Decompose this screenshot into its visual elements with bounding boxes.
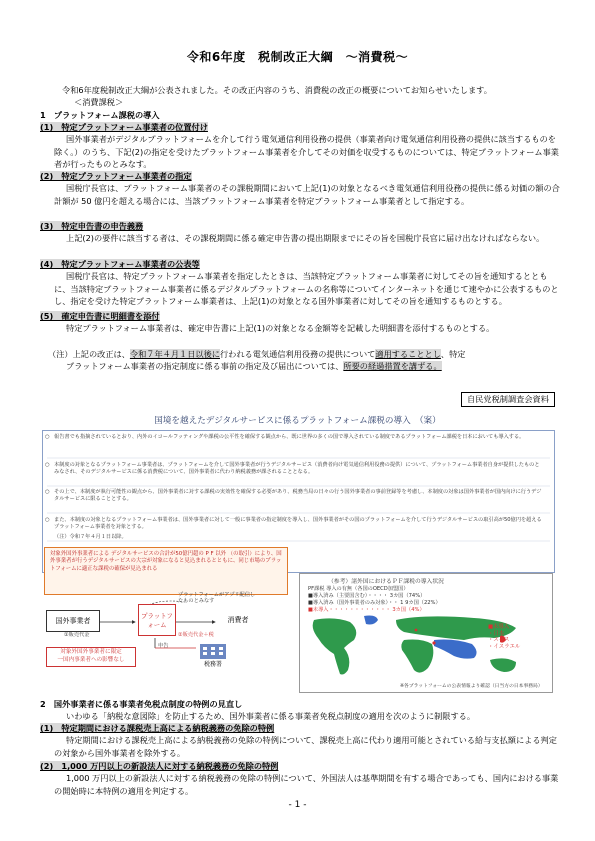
section-1-1-label-text: (1) 特定プラットフォーム事業者の位置付け <box>40 122 208 132</box>
note-part-c: 行われる電気通信利用役務の提供について <box>219 349 376 359</box>
section-2-1-label-text: (1) 特定期間における課税売上高による納税義務の免除の特例 <box>40 723 275 733</box>
note-part-e: 、特定 <box>440 349 466 359</box>
map-legend: ■未導入 ・日本 ・スイス ・イスラエル <box>488 624 521 650</box>
note-transition: 所要の経過措置を講ずる。 <box>343 361 442 371</box>
filing-label: 申告 <box>158 643 169 649</box>
section-2-1-label <box>40 722 274 734</box>
section-1-2-label <box>40 170 192 182</box>
section-2-lead: いわゆる「納税な意図除」を防止するため、国外事業者に係る事業者免税点制度の適用を次のように制限する。 <box>66 711 476 721</box>
map-line-3: ■未導入・・・・・・・・・・・・ 3カ国（4%） <box>308 607 425 613</box>
exclusion-box: 対象外国外事業者に限定 一国内事業者への影響なし <box>46 647 136 667</box>
bullet-circle-icon: ○ <box>45 489 50 495</box>
section-1-5-label <box>40 310 160 322</box>
platform-box: プラットフォーム <box>138 604 176 636</box>
figure-row-4-text: また、本制度の対象となるプラットフォーム事業者は、国外事業者に対して一般に事業者の指定制度を導入し、国外事業者がその国のプラットフォームを介して行うデジタルサービスの取引高が50億円を超えるプラットフォーム事業者を対象とする。 <box>54 517 542 530</box>
section-1-1-body: 国外事業者がデジタルプラットフォームを介して行う電気通信利用役務の提供（事業者向け電気通信利用役務の提供に該当するものを除く。）のうち、下記(2)の指定を受けたプラットフォーム事業者を介してその対価を収受するものについては、特定プラットフォーム事業者が行ったものとみなす。 <box>54 134 559 170</box>
tax-office <box>196 640 230 668</box>
section-1-5-label-text: (5) 確定申告書に明細書を添付 <box>40 311 160 321</box>
sales-tax-note: ②販売代金＋税 <box>178 632 214 638</box>
section-1-3-label <box>40 220 143 232</box>
section-1-1-label <box>40 121 208 133</box>
sales-payment-note: ①販売代金 <box>64 632 90 638</box>
section-2-heading: 2 国外事業者に係る事業者免税点制度の特例の見直し <box>40 699 243 709</box>
figure-row-3-text: その上で、本制度が執行可能性の観点から、国外事業者に対する課税の実効性を確保する必要があり、税務当局の日々の行う国外事業者の事前登録等を考慮し、本制度の対象は国外事業者が国内向けに行うデジタルサービスに限ることとする。 <box>54 489 542 502</box>
section-1-4-label-text: (4) 特定プラットフォーム事業者の公表等 <box>40 259 200 269</box>
section-1-4-body: 国税庁長官は、特定プラットフォーム事業者を指定したときは、当該特定プラットフォーム事業者に対してその旨を通知するとともに、当該特定プラットフォーム事業者に係るデジタルプラットフォームの名称等についてインターネットを通じて速やかに公表するものとし、指定を受けた特定プラットフォーム事業者は、上記(1)の対象となる国外事業者に対してその旨を通知するものとする。 <box>54 271 559 307</box>
figure-row-1 <box>45 434 544 441</box>
section-2-2-label-text: (2) 1,000 万円以上の新設法人に対する納税義務の免除の特例 <box>40 761 279 771</box>
section-1-3-body: 上記(2)の要件に該当する者は、その課税期間に係る確定申告書の提出期限までにその旨を国税庁長官に届け出なければならない。 <box>66 233 545 243</box>
tax-office-label: 税務署 <box>203 660 222 668</box>
map-line-0: PF課税 導入の有無（各国のOECD加盟国） <box>308 586 409 592</box>
map-title: （参考）諸外国におけるＰＦ課税の導入状況 <box>328 579 444 585</box>
digital-note: プラットフォームがアプリ配信したものとみなす <box>178 592 256 605</box>
page-title: 令和6年度 税制改正大綱 ～消費税～ <box>186 50 409 64</box>
figure-row-1-text: 報告書でも指摘されているとおり、内外のイコールフッティングや課税の公平性を確保する観点から、既に世界の多くの国で導入されている制度であるプラットフォーム課税を日本においても導入する。 <box>54 434 525 440</box>
figure-start-note: （注）令和７年４月１日以降。 <box>54 534 127 540</box>
figure-row-2-text: 本制度の対象となるプラットフォーム事業者は、プラットフォームを介して国外事業者が行うデジタルサービス（消費者向け電気通信利用役務の提供）について、プラットフォーム事業者自身が提供したものとみなされ、そのデジタルサービスに係る消費税について、国外事業者に代わり納税義務が課されることとなる。 <box>54 462 540 475</box>
figure-row-3 <box>45 489 544 503</box>
bullet-circle-icon: ○ <box>45 462 50 468</box>
map-footer: ※各プラットフォームの公表情報より確認（日当方の日本事務局） <box>400 684 543 689</box>
note-apply: 適用することとし <box>375 349 441 359</box>
tax-office-building-icon <box>198 641 228 659</box>
figure-title: 国境を越えたデジタルサービスに係るプラットフォーム課税の導入 （案） <box>154 416 441 426</box>
source-label: 自民党税制調査会資料 <box>461 392 555 407</box>
note-part-f: プラットフォーム事業者の指定制度に係る事前の指定及び届出については、 <box>66 361 344 371</box>
note-date: 令和７年４月１日以後に <box>129 349 220 359</box>
figure-row-4 <box>45 517 544 531</box>
section-1-note-line1 <box>48 348 465 360</box>
map-line-1: ■導入済み（主要国含む）・・・・ 3カ国（74%） <box>308 593 426 599</box>
note-part-a: （注）上記の改正は、 <box>48 349 130 359</box>
consumer-label: 消費者 <box>227 616 249 624</box>
section-1-2-body: 国税庁長官は、プラットフォーム事業者のその課税期間において上記(1)の対象となるべき電気通信利用役務の提供に係る対価の額の合計額が 50 億円を超える場合には、当該プラットフォーム事業者を特定プラットフォーム事業者として指定する。 <box>54 183 560 206</box>
page-number: - 1 - <box>288 800 307 810</box>
section-2-2-label <box>40 760 278 772</box>
section-1-4-label <box>40 258 200 270</box>
foreign-business-box: 国外事業者 <box>46 610 100 632</box>
bullet-circle-icon: ○ <box>45 517 50 523</box>
intro-tag: ＜消費課税＞ <box>74 97 124 107</box>
section-1-2-label-text: (2) 特定プラットフォーム事業者の指定 <box>40 171 192 181</box>
intro-text: 令和6年度税制改正大綱が公表されました。その改正内容のうち、消費税の改正の概要についてお知らせいたします。 <box>62 85 492 95</box>
callout-text: 対象外国外事業者による デジタルサービスの合計が50億円超の P F 以外 （の取引）により、国外事業者が行うデジタルサービスの大宗が対象になると見込まれるとともに、同じ市場のプラットフォームに適正な課税の確保が見込まれる <box>50 551 282 572</box>
section-1-3-label-text: (3) 特定申告書の申告義務 <box>40 221 144 231</box>
bullet-circle-icon: ○ <box>45 434 50 440</box>
section-1-5-body: 特定プラットフォーム事業者は、確定申告書に上記(1)の対象となる金額等を記載した明細書を添付するものとする。 <box>66 323 495 333</box>
map-line-2: ■導入済み（国外事業者のみ対象）・・ 1 9カ国（22%） <box>308 600 441 606</box>
section-2-2-body: 1,000 万円以上の新設法人に対する納税義務の免除の特例について、外国法人は基準期間を有する場合であっても、国内における事業の開始時に本特例の適用を判定する。 <box>54 773 559 796</box>
section-1-heading: 1 プラットフォーム課税の導入 <box>40 110 160 120</box>
figure-row-2 <box>45 462 544 476</box>
section-1-note-line2 <box>66 360 442 372</box>
figure-callout <box>44 547 288 595</box>
section-2-1-body: 特定期間における課税売上高による納税義務の免除の特例について、課税売上高に代わり適用可能とされている給与支払額による判定の対象から国外事業者を除外する。 <box>54 735 557 758</box>
